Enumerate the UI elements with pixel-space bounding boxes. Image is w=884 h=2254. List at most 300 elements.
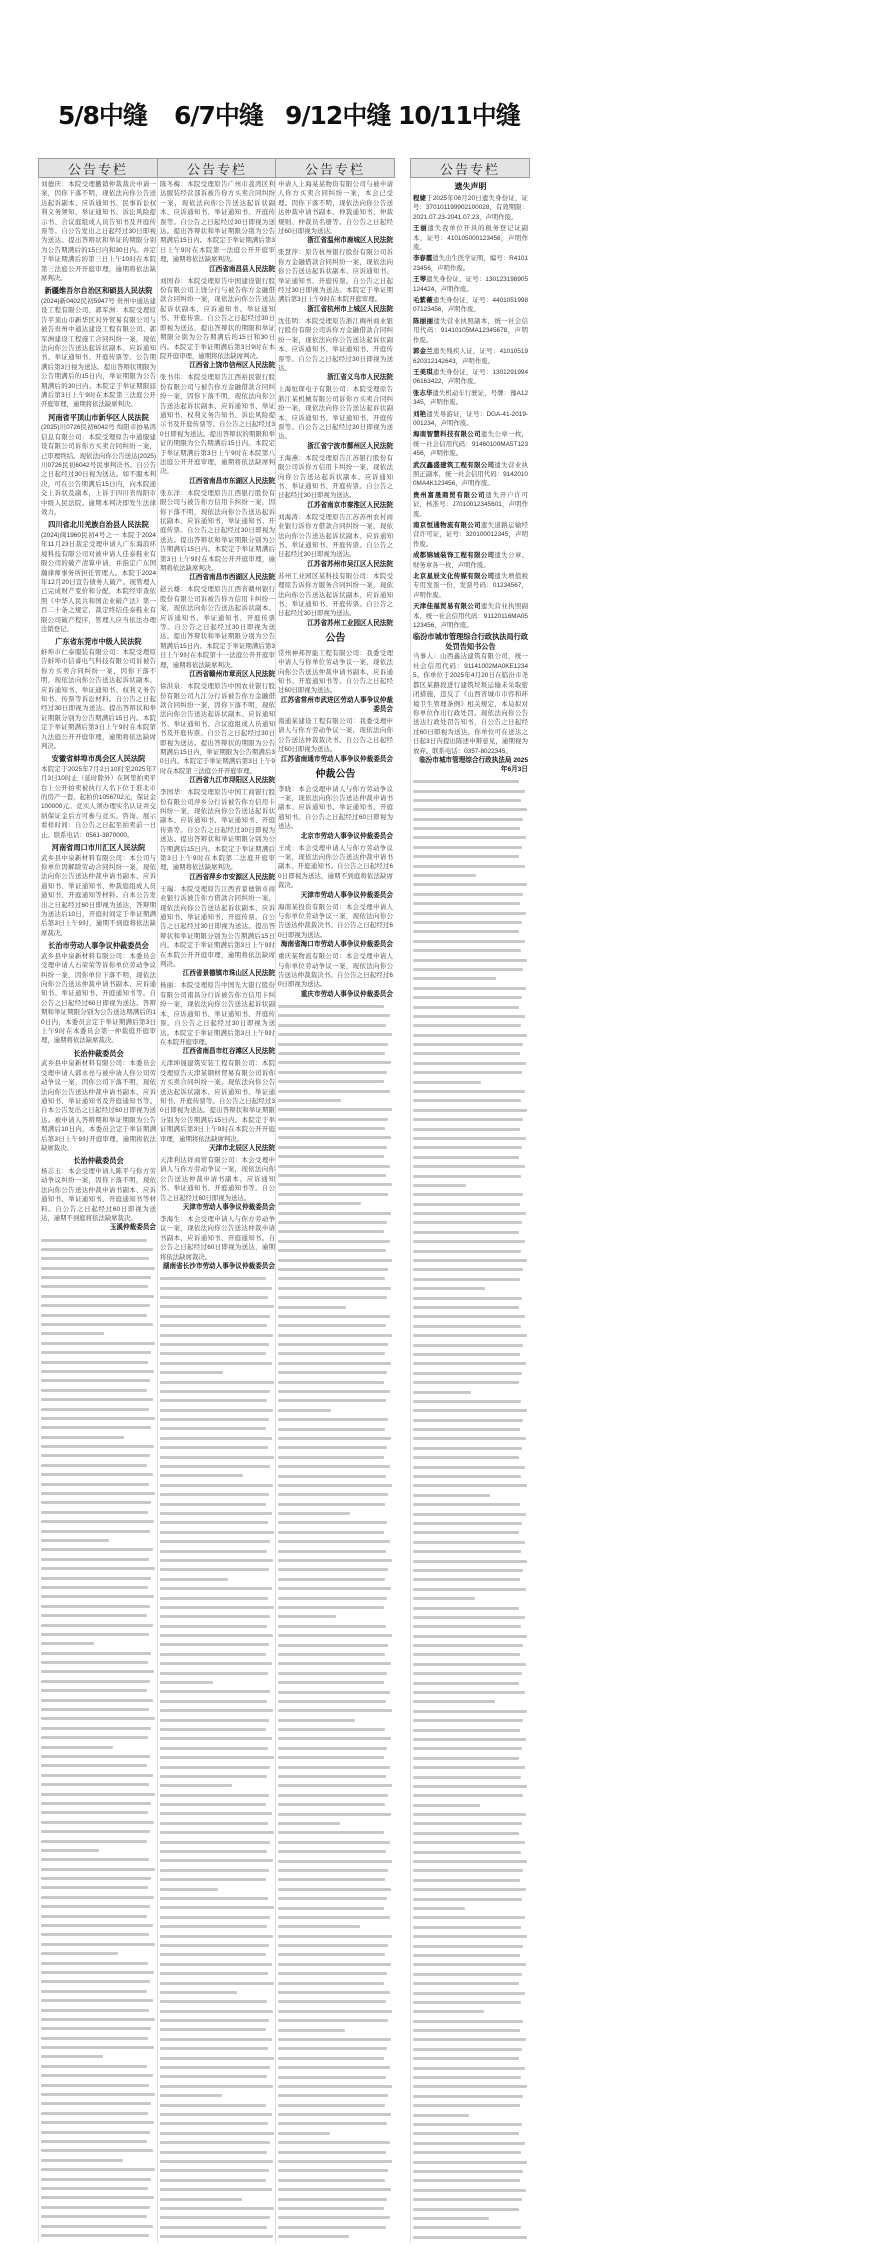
text-line-stroke (278, 2151, 386, 2154)
lost-notice-item (413, 410, 528, 429)
text-line (413, 1340, 528, 1349)
lost-notice-text: 遗失公章一枚，统一社会信用代码：91460100MA5T123456，声明作废。 (413, 431, 529, 458)
column-title: 公告专栏 (410, 158, 530, 178)
text-line (160, 2213, 275, 2222)
text-line-stroke (278, 1033, 392, 1036)
notice-item (41, 1049, 156, 1154)
text-line (278, 1387, 393, 1396)
text-line (413, 1622, 528, 1631)
notice-item (278, 385, 393, 450)
text-line-stroke (278, 1606, 384, 1609)
notice-text: 徐洪泉：本院受理原告中国农业银行股份有限公司九江分行诉被告你方金融借款合同纠纷一案，因你下落不明，现依法向你公告送达起诉状副本、应诉通知书、举证通知书、合议庭组成人员通知书及开庭传票。自公告之日起经过30日即视为送达。提出答辩状的期限为公告期满后15日内，举证期限为公告期满后30日内。本院定于举证期满后第3日上午9时在本院第三法庭公开开庭审理。 (160, 683, 275, 775)
text-line (413, 1641, 528, 1650)
text-line (278, 1021, 393, 1030)
text-line (413, 2176, 528, 2185)
text-line (278, 1377, 393, 1386)
text-line (278, 1546, 393, 1555)
text-line-stroke (413, 874, 476, 877)
text-line (413, 2148, 528, 2157)
text-line-stroke (413, 987, 526, 990)
text-line (413, 1462, 528, 1471)
notice-item (278, 952, 393, 999)
text-line (413, 1246, 528, 1255)
text-line (41, 1526, 156, 1535)
text-line-stroke (160, 1728, 266, 1731)
text-line-stroke (160, 1869, 269, 1872)
text-line-stroke (160, 1737, 272, 1740)
notice-item (160, 489, 275, 583)
text-line-stroke (413, 1954, 520, 1957)
text-line-stroke (278, 1061, 391, 1064)
text-line-stroke (160, 1690, 270, 1693)
text-line-stroke (41, 1980, 150, 1983)
text-line-stroke (413, 827, 520, 830)
text-line (278, 1002, 393, 1011)
notice-item (278, 844, 393, 900)
text-line-stroke (160, 1794, 269, 1797)
text-line (160, 1800, 275, 1809)
text-line (278, 1227, 393, 1236)
notice-signature: 浙江省宁波市鄞州区人民法院 (307, 442, 393, 450)
text-line-stroke (160, 1653, 266, 1656)
text-line-stroke (41, 1285, 148, 1288)
text-line-stroke (278, 1352, 385, 1355)
text-line-stroke (413, 2132, 519, 2135)
text-line-stroke (41, 1652, 151, 1655)
text-line (160, 1499, 275, 1508)
text-line-stroke (160, 1953, 266, 1956)
text-line-stroke (278, 1756, 384, 1759)
text-line-stroke (278, 1681, 384, 1684)
text-line-stroke (278, 1296, 387, 1299)
text-line-stroke (160, 1399, 267, 1402)
notice-text: 赵云雄：本院受理原告江西省赣州银行股份有限公司诉被告你方信用卡纠纷一案，现依法向你公告送达起诉状副本、应诉通知书、举证通知书、开庭传票等。自公告之日起经过30日即视为送达。提出答辩状和举证期限分别为公告期满后15日内。本院定于举证期满后第3日上午9时在本院第十一法庭公开开庭审理，逾期将依法缺席判决。 (160, 586, 275, 669)
text-line-stroke (413, 1672, 522, 1675)
text-line-stroke (160, 1859, 273, 1862)
text-line-stroke (160, 1606, 274, 1609)
notice-signature: 浙江省温州市鹿城区人民法院 (307, 237, 393, 245)
text-line-stroke (278, 1897, 387, 1900)
text-line-stroke (413, 865, 525, 868)
text-line (278, 1734, 393, 1743)
text-line (278, 1349, 393, 1358)
lost-notice-item (413, 368, 528, 387)
text-line (278, 1950, 393, 1959)
text-line (278, 1969, 393, 1978)
text-line-stroke (278, 1118, 388, 1121)
text-line (413, 918, 528, 927)
text-line (278, 1171, 393, 1180)
text-line (413, 2232, 528, 2241)
text-line-stroke (278, 2226, 386, 2229)
column-body (38, 178, 158, 2243)
text-line-stroke (413, 1128, 520, 1131)
text-line (278, 2129, 393, 2138)
notice-text: 李晓：本会受理申请人与你方劳动争议一案，现依法向你公告送达仲裁申请书副本、应诉通知书、举证通知书、开庭通知书。自公告之日起经过60日即视为送达。 (278, 785, 393, 831)
text-line-stroke (413, 1043, 523, 1046)
date-header-2: 6/7中缝 (174, 101, 263, 130)
notice-item (278, 717, 393, 764)
text-line-stroke (278, 1465, 390, 1468)
text-line (160, 1659, 275, 1668)
text-line (278, 2176, 393, 2185)
text-line (278, 1199, 393, 1208)
text-line (41, 1310, 156, 1319)
text-line (278, 1565, 393, 1574)
text-line (41, 1771, 156, 1780)
text-line (41, 2221, 156, 2230)
notice-text: 申请人上海某某物资有限公司与被申请人你方买卖合同纠纷一案，本会已受理。因你下落不明，现依法向你公告送达仲裁申请书副本、仲裁通知书、仲裁规则、仲裁员名册等。自公告之日起经过60日即视为送达。 (278, 181, 393, 236)
text-line-stroke (278, 1230, 384, 1233)
text-line-stroke (41, 1736, 148, 1739)
lost-notice-name: 李春霞 (413, 255, 433, 263)
text-line (413, 1678, 528, 1687)
text-line-stroke (160, 2151, 267, 2154)
text-line-stroke (41, 1492, 155, 1495)
text-line (41, 1695, 156, 1704)
notice-text: (2024)闽1960民初4号之一 本院于2024年11月23日裁定受理申请人广东海浪环境科技有限公司对被申请人佳泰鞋业有限公司的破产清算申请，并指定广东国瀚律师事务所担任管理人。本院于2024年12月20日宣告债务人破产。现管理人已完成财产变价和分配，本院经审查依照《中华人民共和国企业破产法》第一百二十条之规定，裁定终结佳泰鞋业有限公司破产程序，管理人应当依法办理注销登记。 (41, 531, 156, 633)
notice-item (278, 513, 393, 569)
notice-text: (2024)新0402民初5947号 贵州中通达建设工程有限公司、郭军洲：本院受理原告平顶山市新华区对外贸易有限公司与被告贵州中通达建设工程有限公司、郭军洲建设工程施工合同纠纷一案，现依法向你公告送达起诉状副本、应诉通知书、举证通知书、开庭传票等。公告期满后第3日视为送达。提出答辩状期限为公告期满后的15日内，举证期限为公告期满后的30日内。本院定于举证期限届满后第3日上午9时在本院第三法庭公开开庭审理，逾期将依法缺席判决。 (41, 297, 156, 409)
text-line (160, 1762, 275, 1771)
text-line (160, 1443, 275, 1452)
text-line-stroke (41, 2159, 123, 2162)
text-line (160, 2044, 275, 2053)
text-line (41, 2118, 156, 2127)
text-line-stroke (413, 1794, 523, 1797)
notice-signature: 海南省海口市劳动人事争议仲裁委员会 (280, 941, 393, 949)
text-line (41, 1883, 156, 1892)
text-line (278, 1462, 393, 1471)
text-line-stroke (160, 1427, 266, 1430)
lost-notice-name: 北京星辰文化传媒有限公司 (413, 573, 495, 581)
text-line (278, 1237, 393, 1246)
text-line-stroke (160, 1756, 274, 1759)
text-line-stroke (413, 1691, 525, 1694)
text-line (278, 1330, 393, 1339)
text-line-stroke (278, 1409, 331, 1412)
text-line (413, 777, 528, 786)
text-line (413, 993, 528, 1002)
text-line-stroke (278, 1737, 391, 1740)
text-line-stroke (413, 1616, 525, 1619)
lost-notice-name: 海南智慧科技有限公司 (413, 431, 481, 439)
text-line (41, 1545, 156, 1554)
text-line-stroke (278, 1634, 392, 1637)
text-line-stroke (160, 1812, 272, 1815)
text-line (160, 2016, 275, 2025)
text-line (160, 1903, 275, 1912)
text-line-stroke (41, 1680, 150, 1683)
text-line-stroke (41, 1464, 147, 1467)
lost-notice-name: 张志华 (413, 389, 433, 397)
text-line (278, 1894, 393, 1903)
text-line (41, 1799, 156, 1808)
text-line-stroke (413, 1484, 527, 1487)
text-line (413, 1256, 528, 1265)
notice-item (278, 649, 393, 714)
text-line (160, 1321, 275, 1330)
text-line (278, 2157, 393, 2166)
text-line (413, 1876, 528, 1885)
text-line-stroke (41, 1558, 149, 1561)
text-line-stroke (41, 1868, 155, 1871)
text-line (41, 1780, 156, 1789)
text-line (278, 2241, 393, 2243)
text-line-stroke (413, 1184, 466, 1187)
text-line-stroke (160, 2216, 270, 2219)
text-line (41, 1911, 156, 1920)
text-line (413, 1819, 528, 1828)
text-line-stroke (160, 2028, 266, 2031)
column-body (157, 178, 277, 2243)
text-line-stroke (278, 1099, 341, 1102)
text-line (160, 1283, 275, 1292)
text-line (413, 1650, 528, 1659)
notice-item (278, 785, 393, 841)
text-line (41, 2062, 156, 2071)
text-line (413, 1838, 528, 1847)
notice-text: 刘国春：本院受理原告中国建设银行股份有限公司上饶分行与被告你方金融借款合同纠纷一案，现依法向你公告送达起诉状副本、应诉通知书、举证通知书、开庭传票。自公告之日起经过30日即视为送达，提出答辩状的期限和举证期限分别为公告期满后的15日和30日内。本院定于举证期满后第3日9时在本院开庭审理，逾期将依法缺席判决。 (160, 277, 275, 360)
text-line-stroke (413, 2085, 527, 2088)
notice-column-2 (157, 158, 277, 2243)
text-line-stroke (413, 1447, 522, 1450)
text-line (413, 984, 528, 993)
text-line (413, 1913, 528, 1922)
text-line-stroke (413, 1822, 522, 1825)
text-line-stroke (41, 2215, 147, 2218)
text-line-stroke (41, 1962, 148, 1965)
text-line (413, 2242, 528, 2243)
text-line-stroke (160, 2226, 267, 2229)
text-line (413, 1303, 528, 1312)
text-line-stroke (278, 1268, 388, 1271)
text-line-stroke (413, 930, 519, 933)
text-line-stroke (41, 1793, 155, 1796)
text-line (278, 1744, 393, 1753)
text-line (41, 2127, 156, 2136)
text-line (278, 1903, 393, 1912)
notice-item (41, 180, 156, 283)
text-line (41, 1742, 156, 1751)
text-line-stroke (160, 1634, 273, 1637)
text-line (278, 1368, 393, 1377)
notice-signature: 浙江省杭州市上城区人民法院 (307, 305, 393, 313)
text-line (413, 1725, 528, 1734)
text-line-stroke (41, 1971, 154, 1974)
text-line (278, 1274, 393, 1283)
text-line (160, 2147, 275, 2156)
text-line-stroke (413, 1175, 521, 1178)
text-line (41, 1902, 156, 1911)
text-line (413, 2186, 528, 2195)
text-line (41, 1348, 156, 1357)
notice-signature: 江西省九江市浔阳区人民法院 (189, 777, 275, 785)
text-line-stroke (413, 1832, 519, 1835)
text-line-stroke (160, 1906, 274, 1909)
text-line (41, 1555, 156, 1564)
lost-notice-item (413, 347, 528, 366)
text-line (413, 1782, 528, 1791)
text-line (41, 2137, 156, 2146)
text-line-stroke (278, 2207, 384, 2210)
text-line (413, 1265, 528, 1274)
text-line-stroke (41, 1436, 124, 1439)
text-line-stroke (413, 1550, 521, 1553)
text-line (278, 1631, 393, 1640)
text-line (413, 1970, 528, 1979)
lost-notice-item (413, 551, 528, 570)
text-line (41, 1827, 156, 1836)
text-line-stroke (413, 1062, 526, 1065)
text-line (278, 2054, 393, 2063)
notice-text: 沈佳明：本院受理原告浙江稠州商业银行股份有限公司诉你方金融借款合同纠纷一案，现依法向你公告送达起诉状副本、应诉通知书、举证通知书、开庭传票等。自公告之日起经过30日即视为送达。 (278, 317, 393, 372)
text-line-stroke (41, 1417, 155, 1420)
text-line-stroke (41, 1858, 149, 1861)
text-line-stroke (41, 2121, 154, 2124)
text-line (41, 2193, 156, 2202)
notice-signature: 临汾市城市管理综合行政执法局 2025年6月3日 (419, 756, 528, 773)
text-line-stroke (278, 1531, 384, 1534)
text-line (413, 1613, 528, 1622)
text-line (41, 1245, 156, 1254)
text-line (160, 1293, 275, 1302)
notice-signature: 玉溪仲裁委员会 (109, 1224, 156, 1232)
text-line (41, 1254, 156, 1263)
text-line (413, 2017, 528, 2026)
lost-notice-name: 刘艳 (413, 410, 427, 418)
text-line-stroke (413, 1719, 523, 1722)
text-line-stroke (278, 1587, 391, 1590)
notice-title: 河南省周口市川汇区人民法院 (51, 843, 146, 853)
text-line-stroke (413, 1907, 465, 1910)
text-line-stroke (413, 1400, 521, 1403)
text-line (160, 1556, 275, 1565)
column-body (410, 178, 530, 2243)
text-line-stroke (413, 1090, 525, 1093)
text-line-stroke (278, 1747, 387, 1750)
text-line (160, 1593, 275, 1602)
text-line-stroke (41, 1586, 148, 1589)
text-line-stroke (160, 1334, 273, 1337)
text-line (160, 1988, 275, 1997)
text-line (278, 1978, 393, 1987)
text-line (41, 1395, 156, 1404)
lost-notice-text: 遗失开户许可证，核准号：J7010012345601，声明作废。 (413, 491, 528, 518)
text-line-stroke (41, 2149, 153, 2152)
text-line-stroke (160, 1963, 272, 1966)
text-line-stroke (160, 1362, 272, 1365)
text-line (41, 1639, 156, 1648)
text-line (278, 1800, 393, 1809)
text-line-stroke (413, 1193, 523, 1196)
text-line (413, 1378, 528, 1387)
text-line-stroke (278, 2076, 386, 2079)
text-line-stroke (160, 1540, 270, 1543)
text-line-stroke (413, 2057, 519, 2060)
text-line-stroke (278, 1766, 390, 1769)
notice-item (41, 413, 156, 518)
text-line (160, 1396, 275, 1405)
text-line-stroke (278, 1484, 392, 1487)
notice-signature: 湖南省长沙市劳动人事争议仲裁委员会 (162, 1263, 275, 1271)
text-line-stroke (160, 1991, 237, 1994)
text-line (160, 1368, 275, 1377)
text-line (160, 1312, 275, 1321)
text-line-stroke (278, 2216, 390, 2219)
text-line-stroke (413, 1391, 471, 1394)
text-line (413, 2204, 528, 2213)
text-line (41, 2203, 156, 2212)
text-line-stroke (413, 1682, 519, 1685)
text-line-stroke (41, 1999, 153, 2002)
text-line (160, 1452, 275, 1461)
text-line-stroke (278, 2113, 391, 2116)
text-line-stroke (278, 1136, 391, 1139)
notice-title: 新疆维吾尔自治区和硕县人民法院 (44, 286, 153, 296)
lost-notice-name: 程婕 (413, 195, 427, 202)
text-line (41, 1573, 156, 1582)
text-line-stroke (41, 1689, 147, 1692)
text-line-stroke (278, 1221, 387, 1224)
text-line-stroke (278, 1456, 384, 1459)
notice-title: 河南省平顶山市新华区人民法院 (48, 412, 149, 422)
text-line (160, 2129, 275, 2138)
text-line (278, 1180, 393, 1189)
text-line-stroke (413, 2208, 519, 2211)
text-line (278, 1528, 393, 1537)
text-line-stroke (160, 2188, 272, 2191)
text-line-stroke (278, 1315, 390, 1318)
text-line (160, 1668, 275, 1677)
text-line (278, 1312, 393, 1321)
lost-notice-item (413, 254, 528, 273)
text-line (413, 1444, 528, 1453)
text-line (413, 2026, 528, 2035)
text-line (413, 1096, 528, 1105)
lost-notice-item (413, 296, 528, 315)
text-line (278, 1772, 393, 1781)
text-line (278, 1856, 393, 1865)
text-line-stroke (278, 2104, 385, 2107)
notice-text: 刘德庆：本院受理撤销仲裁裁决申请一案，因你下落不明，现依法向你公告送达起诉副本、应诉通知书、民事诉讼权利义务须知、举证通知书、诉讼风险提示书、合议庭组成人员告知书及开庭传票等。自公告发出之日起经过30日即视为送达。提出答辩状和举证的期限分别为公告期满后的15日内和30日内。并定于举证期满后的第三日上午10时在本院第三法庭公开开庭审理，逾期将依法缺席判决。 (41, 181, 156, 283)
text-line (41, 1329, 156, 1338)
text-line (160, 1950, 275, 1959)
text-line (413, 1575, 528, 1584)
text-line-stroke (41, 1332, 104, 1335)
notice-title: 长治市劳动人事争议仲裁委员会 (48, 941, 149, 951)
notice-item (160, 373, 275, 485)
text-line (413, 2110, 528, 2119)
text-line-stroke (413, 2179, 520, 2182)
text-line-stroke (413, 1569, 523, 1572)
text-line-stroke (413, 1437, 526, 1440)
text-line-stroke (41, 2131, 150, 2134)
text-line (278, 1039, 393, 1048)
text-line-stroke (41, 1886, 148, 1889)
text-line-stroke (413, 1137, 526, 1140)
text-line (41, 1423, 156, 1432)
text-line (41, 1686, 156, 1695)
text-line (278, 1997, 393, 2006)
text-line-stroke (278, 2038, 391, 2041)
text-line (413, 1143, 528, 1152)
text-line-stroke (160, 1390, 270, 1393)
text-line (278, 1143, 393, 1152)
text-line (413, 1810, 528, 1819)
text-line (41, 1864, 156, 1873)
text-line (41, 1705, 156, 1714)
